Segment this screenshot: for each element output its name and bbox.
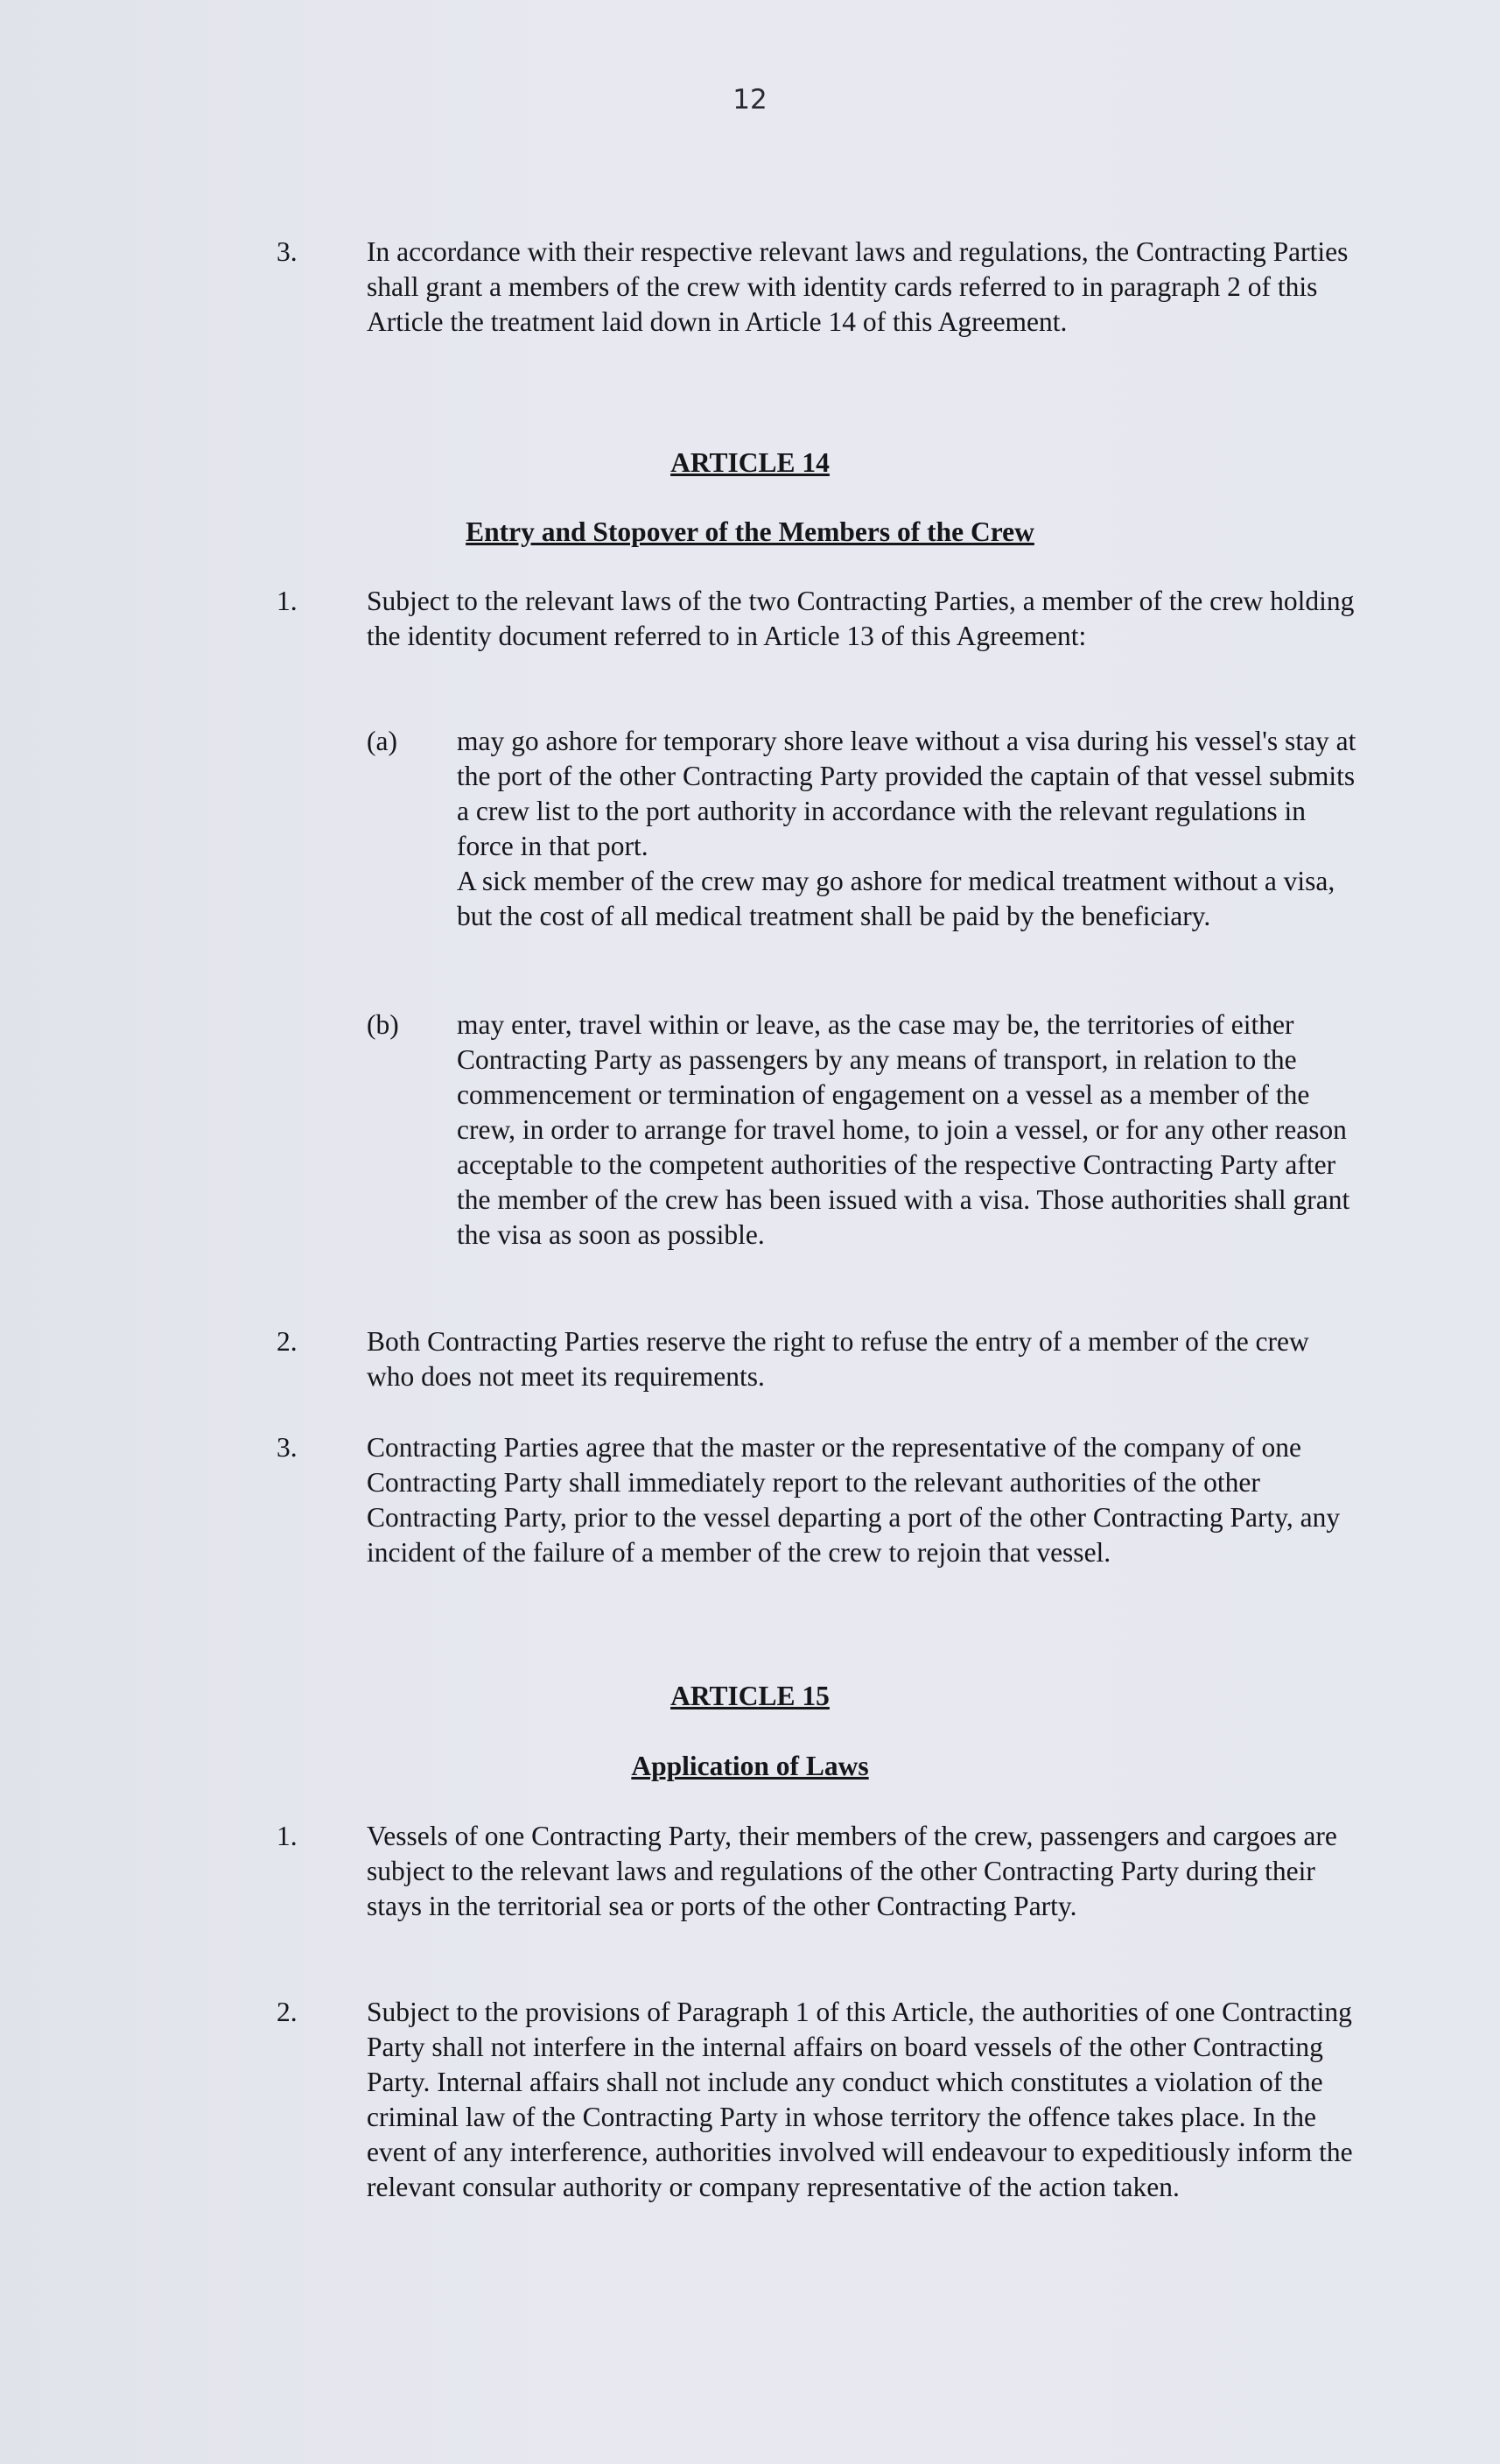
paragraph-number: 2. <box>277 1997 298 2027</box>
paragraph-number: 3. <box>277 236 298 267</box>
page-number: 12 <box>732 84 768 116</box>
paragraph-number: 2. <box>277 1326 298 1357</box>
subparagraph-text: may enter, travel within or leave, as the case may be, the territories of either Contracting Party as passengers by any means of transport, in relation to the commencement or termination of engagement on a vessel as a member of the crew, in order to arrange for travel home, to join a vessel, or for any other reason acceptable to the competent authorities of the respective Contracting Party after the member of the crew has been issued with a visa. Those authorities shall grant the visa as soon as possible. <box>457 1009 1350 1250</box>
paragraph-text: Vessels of one Contracting Party, their members of the crew, passengers and cargoes are subject to the relevant laws and regulations of the other Contracting Party during their stays in the territorial sea or ports of the other Contracting Party. <box>367 1821 1337 1921</box>
paragraph-text: Subject to the provisions of Paragraph 1 of this Article, the authorities of one Contracting Party shall not interfere in the internal affairs on board vessels of the other Contracting Party. Internal affairs shall not include any conduct which constitutes a violation of the criminal law of the Contracting Party in whose territory the offence takes place. In the event of any interference, authorities involved will endeavour to expeditiously inform the relevant consular authority or company representative of the action taken. <box>367 1997 1353 2202</box>
paragraph-text: Contracting Parties agree that the master or the representative of the company of one Contracting Party shall immediately report to the relevant authorities of the other Contracting Party, prior to the vessel departing a port of the other Contracting Party, any incident of the failure of a member of the crew to rejoin that vessel. <box>367 1432 1341 1568</box>
paragraph-number: 1. <box>277 586 298 616</box>
subparagraph-text: may go ashore for temporary shore leave without a visa during his vessel's stay at the port of the other Contracting Party provided the captain of that vessel submits a crew list to the port authority in accordance with the relevant regulations in force in that port. <box>457 726 1356 861</box>
article14-title: ARTICLE 14 <box>670 447 830 478</box>
article15-subtitle: Application of Laws <box>631 1751 869 1781</box>
subparagraph-body <box>457 724 1367 934</box>
paragraph-number: 1. <box>277 1821 298 1851</box>
paragraph-text: Subject to the relevant laws of the two Contracting Parties, a member of the crew holding the identity document referred to in Article 13 of this Agreement: <box>367 586 1355 651</box>
article15-title: ARTICLE 15 <box>670 1681 830 1711</box>
subparagraph-text-continued: A sick member of the crew may go ashore for medical treatment without a visa, but the cost of all medical treatment shall be paid by the beneficiary. <box>457 866 1335 931</box>
paragraph-text: In accordance with their respective relevant laws and regulations, the Contracting Parties shall grant a members of the crew with identity cards referred to in paragraph 2 of this Article the treatment laid down in Article 14 of this Agreement. <box>367 236 1349 337</box>
subparagraph-label: (b) <box>367 1009 399 1040</box>
article14-subtitle: Entry and Stopover of the Members of the Crew <box>466 516 1034 547</box>
paragraph-text: Both Contracting Parties reserve the right to refuse the entry of a member of the crew who does not meet its requirements. <box>367 1326 1309 1392</box>
paragraph-number: 3. <box>277 1432 298 1463</box>
subparagraph-label: (a) <box>367 726 397 756</box>
